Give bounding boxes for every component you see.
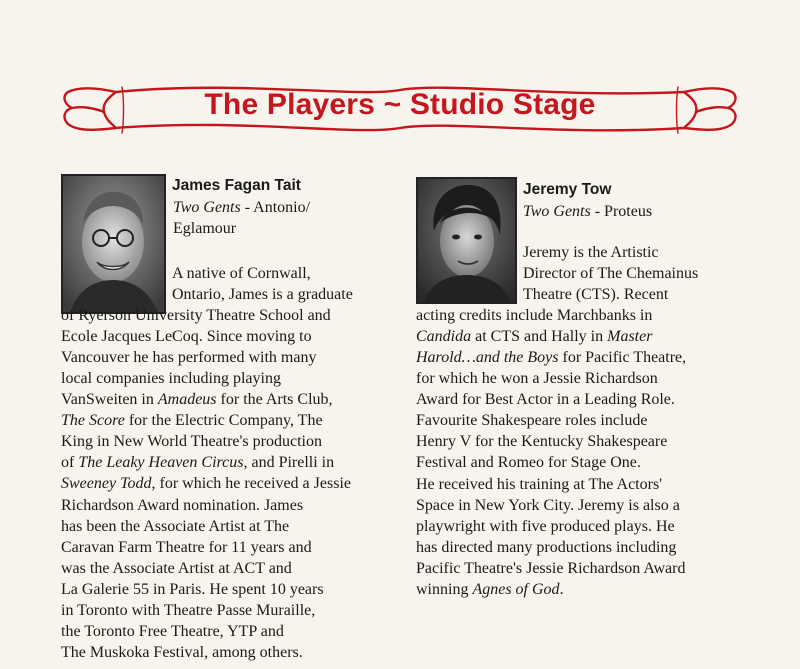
- bio-line: [61, 516, 353, 537]
- bio-line: [416, 410, 698, 431]
- player-bio: [416, 242, 698, 600]
- bio-text: Jeremy is the Artistic: [523, 244, 659, 261]
- bio-line: [416, 347, 698, 368]
- bio-line: [61, 347, 353, 368]
- show-title: Two Gents: [173, 199, 241, 216]
- role-line-2: Eglamour: [173, 220, 237, 237]
- player-role: [523, 201, 652, 222]
- bio-text: , for which he received a Jessie: [151, 475, 351, 493]
- bio-line: [61, 389, 353, 410]
- bio-line: [416, 516, 698, 537]
- bio-text: for the Arts Club,: [216, 391, 333, 409]
- page-title: The Players ~ Studio Stage: [204, 88, 596, 121]
- bio-text: Ecole Jacques LeCoq. Since moving to: [61, 328, 312, 346]
- bio-text: Space in New York City. Jeremy is also a: [416, 496, 680, 514]
- player-name: James Fagan Tait: [172, 177, 301, 194]
- bio-text: playwright with five produced plays. He: [416, 517, 675, 535]
- bio-line: [61, 410, 353, 431]
- bio-text: Director of The Chemainus: [523, 265, 699, 283]
- bio-line: [416, 452, 698, 473]
- role-line-1: - Antonio/: [240, 199, 311, 216]
- player-role: [173, 197, 310, 239]
- bio-text: for the Electric Company, The: [124, 412, 323, 430]
- italic-title: Amadeus: [157, 391, 217, 409]
- bio-text: , and Pirelli in: [243, 454, 335, 472]
- bio-line: [61, 368, 353, 389]
- bio-line: [61, 263, 353, 284]
- bio-line: [61, 537, 353, 558]
- bio-text: for Pacific Theatre,: [558, 349, 687, 367]
- bio-text: King in New World Theatre's production: [61, 433, 322, 451]
- bio-line: [61, 326, 353, 347]
- italic-title: Master: [607, 328, 653, 346]
- bio-text: Festival and Romeo for Stage One.: [416, 454, 641, 472]
- bio-line: [416, 558, 698, 579]
- bio-text: local companies including playing: [61, 370, 281, 388]
- bio-text: Vancouver he has performed with many: [61, 349, 317, 367]
- italic-title: The Score: [61, 412, 125, 430]
- bio-text: A native of Cornwall,: [172, 265, 311, 282]
- show-title: Two Gents: [523, 203, 591, 220]
- bio-line: [416, 305, 698, 326]
- bio-text: at CTS and Hally in: [471, 328, 608, 346]
- bio-text: acting credits include Marchbanks in: [416, 307, 653, 325]
- bio-line: [416, 368, 698, 389]
- bio-text: was the Associate Artist at ACT and: [61, 559, 292, 577]
- bio-line: [61, 642, 353, 663]
- role-line-1: - Proteus: [590, 203, 653, 220]
- bio-text: has directed many productions including: [416, 538, 677, 556]
- bio-text: Richardson Award nomination. James: [61, 496, 304, 514]
- bio-text: .: [559, 580, 564, 598]
- player-name: Jeremy Tow: [523, 181, 612, 198]
- bio-text: Favourite Shakespeare roles include: [416, 412, 648, 430]
- bio-text: of Ryerson University Theatre School and: [61, 307, 331, 325]
- bio-text: He received his training at The Actors': [416, 475, 663, 493]
- bio-line: [61, 452, 353, 473]
- bio-text: Award for Best Actor in a Leading Role.: [416, 391, 675, 409]
- italic-title: Harold…and the Boys: [416, 349, 559, 367]
- bio-text: Pacific Theatre's Jessie Richardson Award: [416, 559, 686, 577]
- bio-text: has been the Associate Artist at The: [61, 517, 290, 535]
- player-bio: [61, 263, 353, 663]
- italic-title: Agnes of God: [472, 580, 560, 598]
- scroll-banner: [58, 78, 742, 148]
- bio-line: [61, 431, 353, 452]
- italic-title: The Leaky Heaven Circus: [78, 454, 244, 472]
- bio-line: [416, 284, 698, 305]
- bio-line: [416, 579, 698, 600]
- bio-line: [61, 558, 353, 579]
- bio-text: VanSweiten in: [61, 391, 158, 409]
- bio-line: [416, 389, 698, 410]
- bio-line: [416, 431, 698, 452]
- bio-line: [416, 537, 698, 558]
- bio-line: [416, 495, 698, 516]
- bio-text: The Muskoka Festival, among others.: [61, 643, 303, 661]
- bio-line: [61, 495, 353, 516]
- bio-line: [61, 305, 353, 326]
- bio-text: Theatre (CTS). Recent: [523, 286, 669, 304]
- bio-text: for which he won a Jessie Richardson: [416, 370, 658, 388]
- bio-text: Henry V for the Kentucky Shakespeare: [416, 433, 668, 451]
- bio-line: [61, 473, 353, 494]
- bio-line: [416, 326, 698, 347]
- bio-text: La Galerie 55 in Paris. He spent 10 years: [61, 580, 324, 598]
- italic-title: Candida: [416, 328, 472, 346]
- bio-line: [61, 284, 353, 305]
- bio-line: [61, 579, 353, 600]
- bio-text: of: [61, 454, 79, 472]
- bio-text: the Toronto Free Theatre, YTP and: [61, 622, 284, 640]
- bio-line: [61, 600, 353, 621]
- bio-line: [61, 621, 353, 642]
- bio-text: Caravan Farm Theatre for 11 years and: [61, 538, 312, 556]
- bio-text: winning: [416, 580, 473, 598]
- bio-line: [416, 263, 698, 284]
- bio-line: [416, 242, 698, 263]
- bio-line: [416, 474, 698, 495]
- italic-title: Sweeney Todd: [61, 475, 152, 493]
- bio-text: Ontario, James is a graduate: [172, 286, 353, 304]
- bio-text: in Toronto with Theatre Passe Muraille,: [61, 601, 316, 619]
